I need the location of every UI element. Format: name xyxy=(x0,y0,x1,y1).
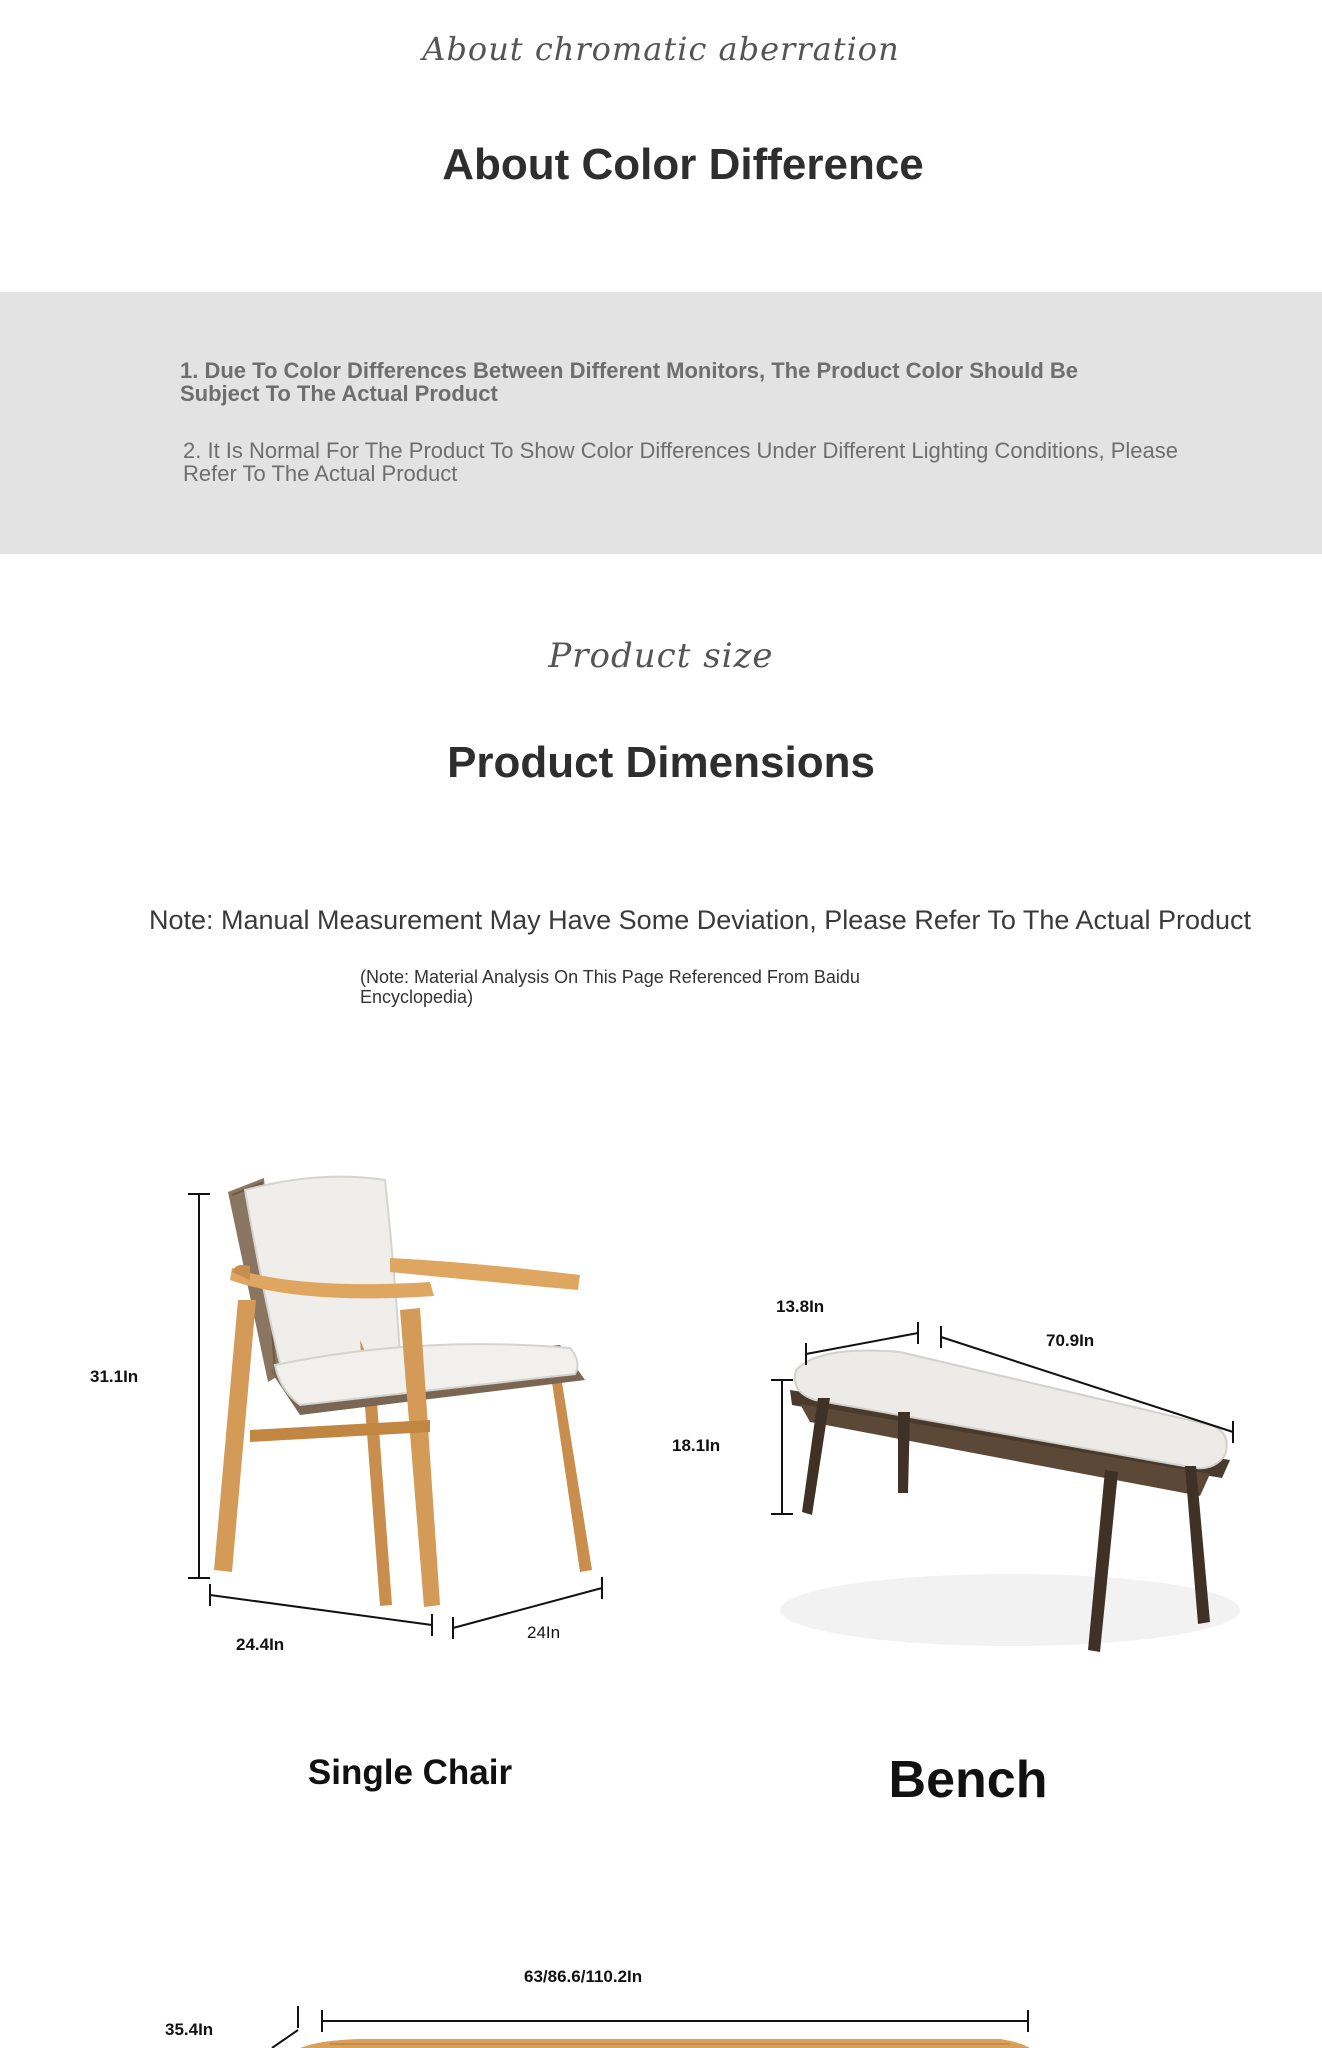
bench-height-label: 18.1In xyxy=(672,1436,721,1455)
table-length-label: 63/86.6/110.2In xyxy=(524,1967,643,1986)
size-section-title: Product Dimensions xyxy=(447,738,875,787)
material-note: (Note: Material Analysis On This Page Referenced From Baidu Encyclopedia) xyxy=(360,967,860,1007)
chair-width-label: 24.4In xyxy=(236,1635,285,1654)
bench-length-label: 70.9In xyxy=(1046,1331,1095,1350)
bench-label: Bench xyxy=(888,1751,1048,1809)
chair-depth-label: 24In xyxy=(527,1623,561,1642)
color-section-title: About Color Difference xyxy=(442,140,924,189)
color-script-title: About chromatic aberration xyxy=(422,30,900,68)
single-chair-label: Single Chair xyxy=(307,1753,513,1792)
measurement-note: Note: Manual Measurement May Have Some Deviation, Please Refer To The Actual Product xyxy=(148,905,1252,935)
table-width-label: 35.4In xyxy=(165,2020,214,2039)
color-note-2: 2. It Is Normal For The Product To Show Color Differences Under Different Lighting Conditions, Please Refer To The Actual Product xyxy=(183,438,1178,486)
size-script-title: Product size xyxy=(548,636,774,676)
chair-height-label: 31.1In xyxy=(90,1367,139,1386)
bench-depth-label: 13.8In xyxy=(776,1297,825,1316)
color-note-1: 1. Due To Color Differences Between Different Monitors, The Product Color Should Be Subject To The Actual Product xyxy=(180,358,1079,406)
